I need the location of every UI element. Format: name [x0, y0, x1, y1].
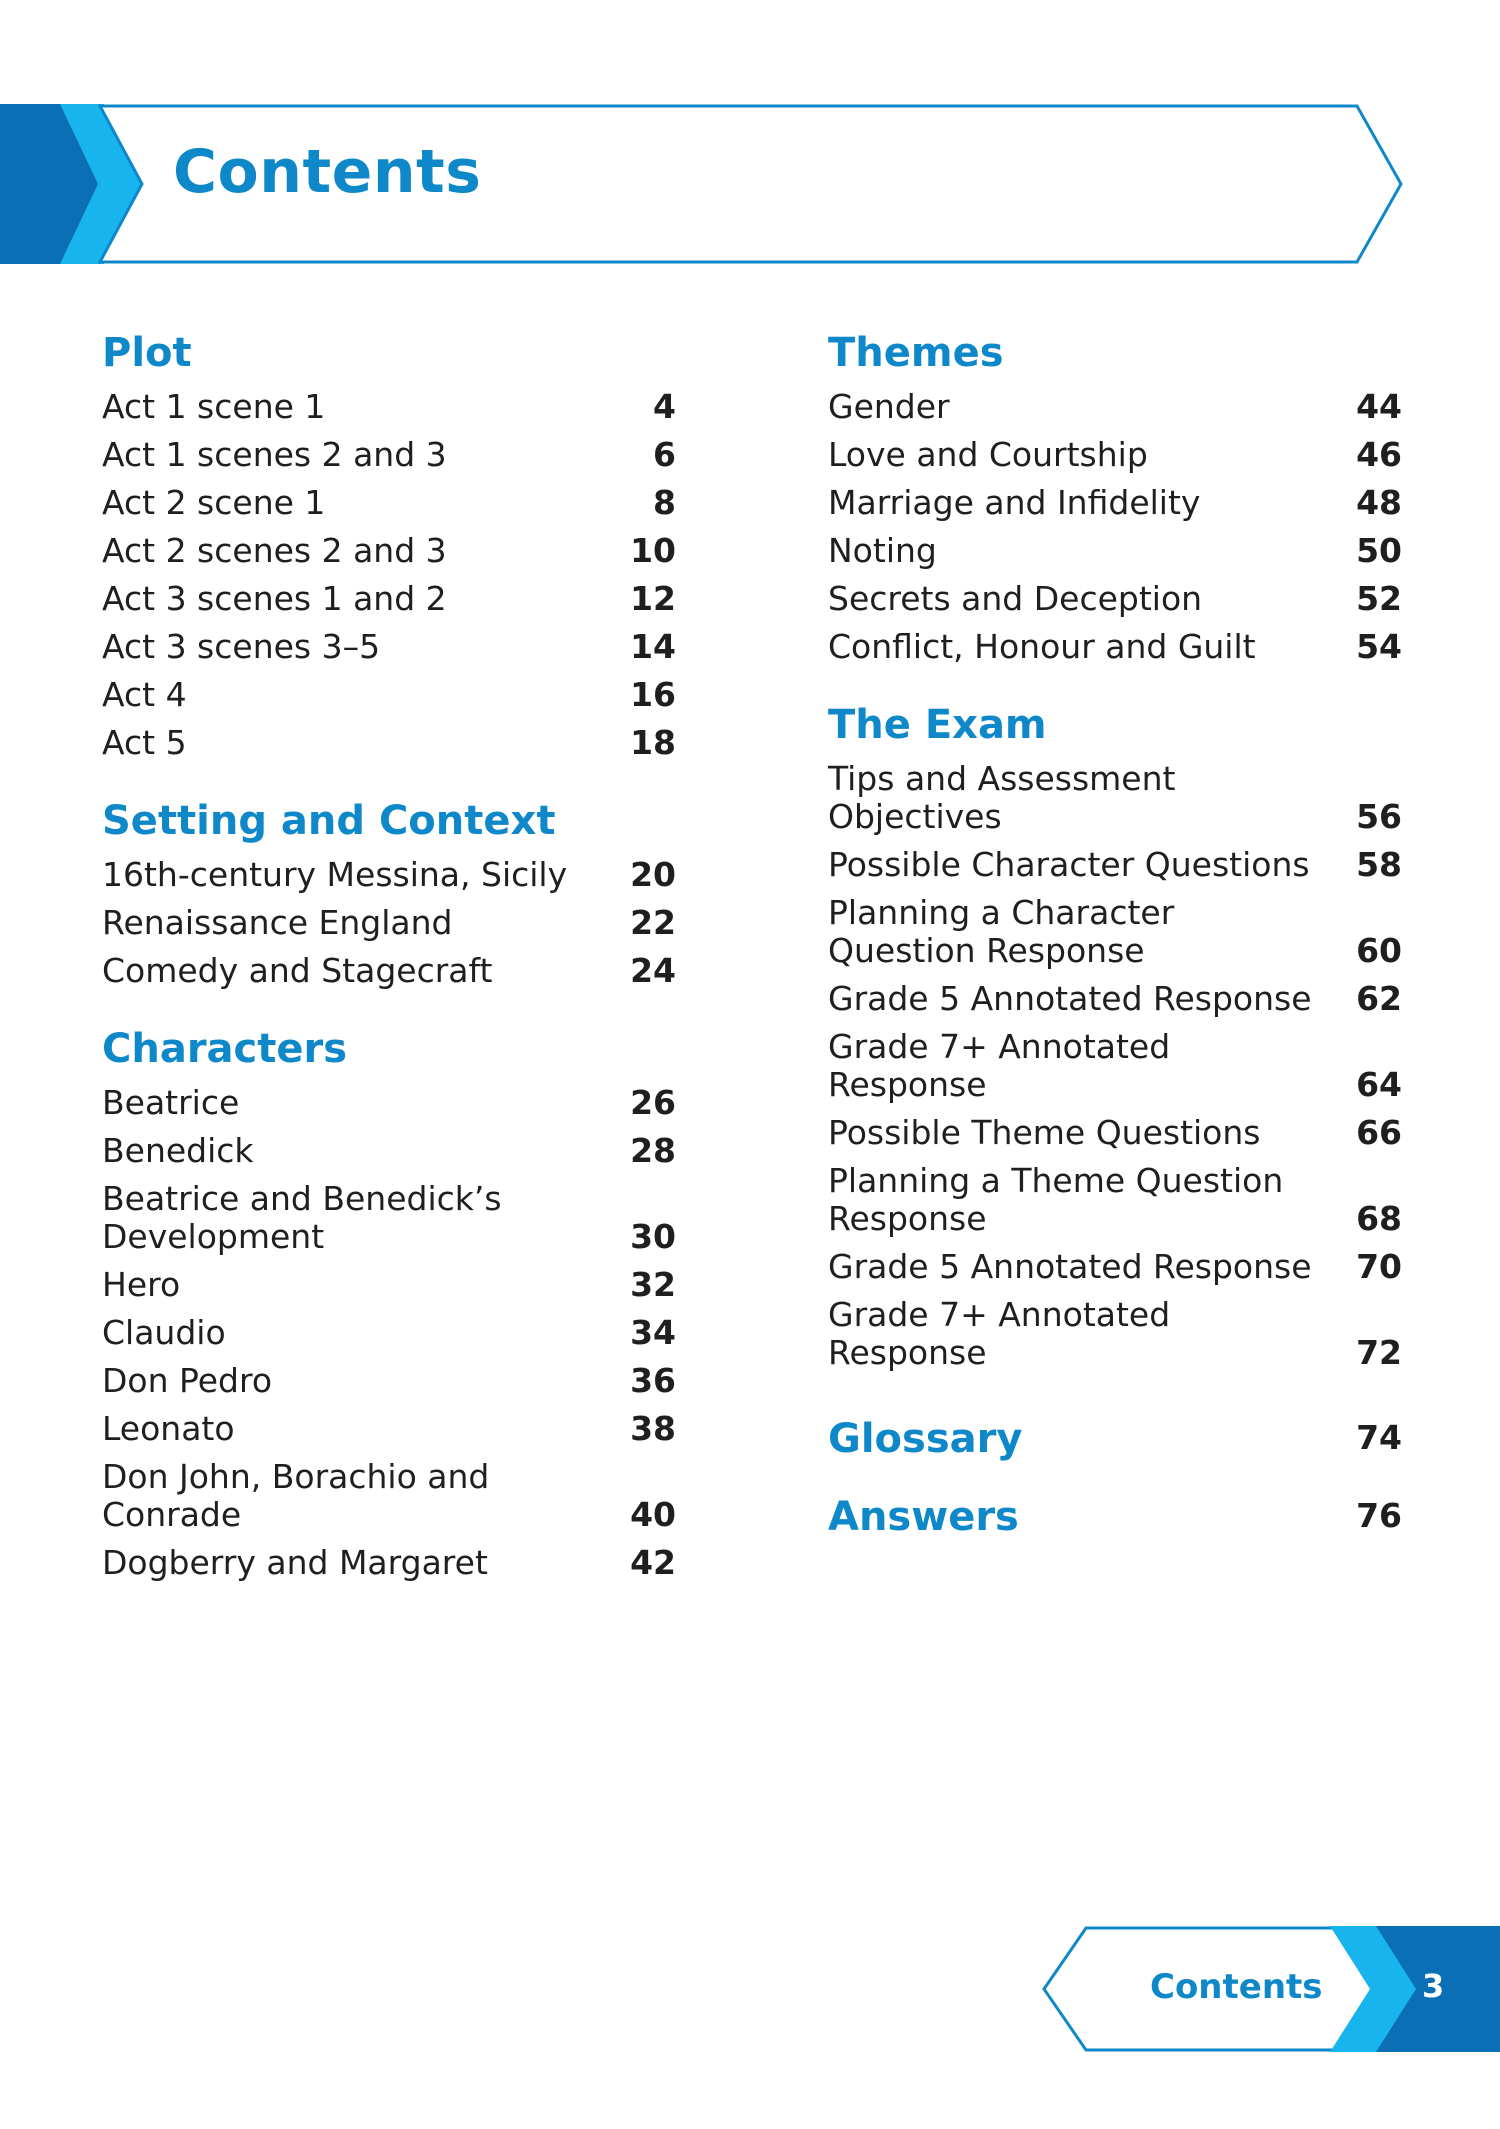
- section-plot: [102, 322, 676, 768]
- toc-entry-label: Renaissance England: [102, 903, 453, 942]
- toc-list-plot: [102, 384, 676, 768]
- toc-entry-page: 50: [1356, 531, 1402, 570]
- toc-entry-label: Gender: [828, 387, 950, 426]
- toc-entry-label: Conflict, Honour and Guilt: [828, 627, 1256, 666]
- footer-section-label: Contents: [1150, 1967, 1323, 2007]
- toc-entry-page: 12: [630, 579, 676, 618]
- toc-entry[interactable]: [102, 1262, 676, 1310]
- toc-entry-label: Marriage and Infidelity: [828, 483, 1201, 522]
- toc-entry[interactable]: [828, 890, 1402, 976]
- header-banner: [0, 104, 1404, 264]
- toc-entry-label: Beatrice: [102, 1083, 240, 1122]
- toc-entry-page: 6: [653, 435, 676, 474]
- toc-entry[interactable]: [102, 1406, 676, 1454]
- toc-entry[interactable]: [102, 1540, 676, 1588]
- toc-entry[interactable]: [828, 756, 1402, 842]
- toc-entry-label: Leonato: [102, 1409, 235, 1448]
- toc-entry-label: Love and Courtship: [828, 435, 1148, 474]
- toc-entry-label: Hero: [102, 1265, 181, 1304]
- section-setting: [102, 790, 676, 996]
- section-title-glossary: Glossary: [828, 1416, 1023, 1462]
- toc-entry-page: 8: [653, 483, 676, 522]
- section-spacer: [102, 768, 676, 790]
- section-spacer: [102, 996, 676, 1018]
- toc-entry-label: Noting: [828, 531, 937, 570]
- toc-entry-label: 16th-century Messina, Sicily: [102, 855, 568, 894]
- section-title-answers: Answers: [828, 1494, 1019, 1540]
- section-title-setting[interactable]: Setting and Context: [102, 798, 556, 844]
- toc-entry-page: 30: [630, 1217, 676, 1256]
- toc-entry[interactable]: [102, 948, 676, 996]
- toc-list-themes: [828, 384, 1402, 672]
- toc-entry[interactable]: [828, 1292, 1402, 1378]
- toc-entry[interactable]: [102, 1176, 676, 1262]
- toc-entry[interactable]: [102, 576, 676, 624]
- toc-entry-page: 68: [1356, 1199, 1402, 1238]
- toc-entry-page: 16: [630, 675, 676, 714]
- toc-entry[interactable]: [102, 672, 676, 720]
- toc-entry-page: 40: [630, 1495, 676, 1534]
- toc-entry-page: 26: [630, 1083, 676, 1122]
- toc-entry-page: 54: [1356, 627, 1402, 666]
- toc-entry-page: 60: [1356, 931, 1402, 970]
- toc-entry-page: 18: [630, 723, 676, 762]
- toc-entry[interactable]: [102, 528, 676, 576]
- toc-entry-label: Beatrice and Benedick’s Development: [102, 1179, 502, 1256]
- toc-entry-page: 62: [1356, 979, 1402, 1018]
- toc-entry-label: Planning a Theme Question Response: [828, 1161, 1284, 1238]
- toc-entry-label: Grade 5 Annotated Response: [828, 1247, 1312, 1286]
- toc-entry-label: Act 3 scenes 3–5: [102, 627, 381, 666]
- toc-entry[interactable]: [828, 384, 1402, 432]
- toc-entry-label: Act 4: [102, 675, 187, 714]
- toc-entry-page: 28: [630, 1131, 676, 1170]
- toc-entry-label: Don John, Borachio and Conrade: [102, 1457, 490, 1534]
- toc-entry-label: Planning a Character Question Response: [828, 893, 1175, 970]
- toc-entry-page: 70: [1356, 1247, 1402, 1286]
- toc-entry[interactable]: [828, 624, 1402, 672]
- toc-entry-page: 48: [1356, 483, 1402, 522]
- toc-entry-page: 20: [630, 855, 676, 894]
- toc-entry-label: Secrets and Deception: [828, 579, 1203, 618]
- toc-entry-page: 52: [1356, 579, 1402, 618]
- section-characters: [102, 1018, 676, 1588]
- toc-entry-page: 46: [1356, 435, 1402, 474]
- toc-entry-label: Possible Character Questions: [828, 845, 1310, 884]
- footer-tab: [1040, 1926, 1500, 2052]
- toc-entry-label: Act 3 scenes 1 and 2: [102, 579, 447, 618]
- toc-entry[interactable]: [102, 432, 676, 480]
- toc-entry[interactable]: [828, 432, 1402, 480]
- toc-entry-label: Grade 7+ Annotated Response: [828, 1295, 1171, 1372]
- toc-entry[interactable]: [102, 384, 676, 432]
- section-spacer: [828, 672, 1402, 694]
- toc-entry[interactable]: [102, 720, 676, 768]
- toc-left-column: [102, 322, 676, 1588]
- toc-entry[interactable]: [102, 480, 676, 528]
- section-title-characters[interactable]: Characters: [102, 1026, 348, 1072]
- toc-entry[interactable]: [828, 480, 1402, 528]
- section-title-exam[interactable]: The Exam: [828, 702, 1047, 748]
- toc-entry-label: Possible Theme Questions: [828, 1113, 1261, 1152]
- section-title-plot[interactable]: Plot: [102, 330, 192, 376]
- toc-right-column: [828, 322, 1402, 1556]
- toc-entry-page: 4: [653, 387, 676, 426]
- toc-entry[interactable]: [102, 624, 676, 672]
- toc-entry-page: 56: [1356, 797, 1402, 836]
- toc-entry-page: 66: [1356, 1113, 1402, 1152]
- toc-entry-page: 36: [630, 1361, 676, 1400]
- toc-entry[interactable]: [102, 1128, 676, 1176]
- toc-entry-page: 42: [630, 1543, 676, 1582]
- toc-entry-page: 44: [1356, 387, 1402, 426]
- toc-entry-label: Claudio: [102, 1313, 226, 1352]
- toc-entry[interactable]: [102, 1454, 676, 1540]
- toc-entry-page: 10: [630, 531, 676, 570]
- toc-entry[interactable]: [828, 1110, 1402, 1158]
- page-number: 3: [1422, 1967, 1445, 2005]
- toc-entry-label: Act 2 scene 1: [102, 483, 326, 522]
- toc-entry[interactable]: [828, 976, 1402, 1024]
- toc-entry-page: 64: [1356, 1065, 1402, 1104]
- section-themes: [828, 322, 1402, 672]
- toc-list-setting: [102, 852, 676, 996]
- toc-entry-answers[interactable]: [828, 1478, 1402, 1556]
- page-title: Contents: [173, 137, 482, 207]
- toc-entry[interactable]: [102, 1358, 676, 1406]
- toc-list-exam: [828, 756, 1402, 1378]
- toc-entry-label: Act 1 scene 1: [102, 387, 326, 426]
- toc-entry-label: Don Pedro: [102, 1361, 273, 1400]
- toc-entry-label: Comedy and Stagecraft: [102, 951, 493, 990]
- toc-entry[interactable]: [828, 528, 1402, 576]
- section-title-themes[interactable]: Themes: [828, 330, 1004, 376]
- toc-entry-page: 76: [1356, 1496, 1402, 1535]
- toc-entry[interactable]: [828, 1158, 1402, 1244]
- toc-entry[interactable]: [102, 1310, 676, 1358]
- toc-entry-glossary[interactable]: [828, 1400, 1402, 1478]
- toc-entry-page: 14: [630, 627, 676, 666]
- toc-entry-page: 34: [630, 1313, 676, 1352]
- toc-entry-label: Act 1 scenes 2 and 3: [102, 435, 447, 474]
- toc-entry-label: Act 2 scenes 2 and 3: [102, 531, 447, 570]
- toc-entry-page: 72: [1356, 1333, 1402, 1372]
- toc-entry[interactable]: [102, 852, 676, 900]
- toc-entry-label: Act 5: [102, 723, 187, 762]
- toc-entry[interactable]: [102, 1080, 676, 1128]
- toc-entry-page: 74: [1356, 1418, 1402, 1457]
- toc-entry-label: Grade 7+ Annotated Response: [828, 1027, 1171, 1104]
- toc-entry[interactable]: [828, 842, 1402, 890]
- toc-entry-label: Grade 5 Annotated Response: [828, 979, 1312, 1018]
- section-exam: [828, 694, 1402, 1378]
- toc-entry[interactable]: [828, 1244, 1402, 1292]
- toc-entry[interactable]: [102, 900, 676, 948]
- toc-entry[interactable]: [828, 1024, 1402, 1110]
- section-spacer: [828, 1378, 1402, 1400]
- toc-entry-page: 22: [630, 903, 676, 942]
- toc-entry-label: Dogberry and Margaret: [102, 1543, 488, 1582]
- toc-entry-page: 32: [630, 1265, 676, 1304]
- toc-entry-page: 58: [1356, 845, 1402, 884]
- toc-entry[interactable]: [828, 576, 1402, 624]
- toc-entry-label: Benedick: [102, 1131, 254, 1170]
- toc-entry-label: Tips and Assessment Objectives: [828, 759, 1176, 836]
- toc-list-characters: [102, 1080, 676, 1588]
- toc-entry-page: 24: [630, 951, 676, 990]
- toc-entry-page: 38: [630, 1409, 676, 1448]
